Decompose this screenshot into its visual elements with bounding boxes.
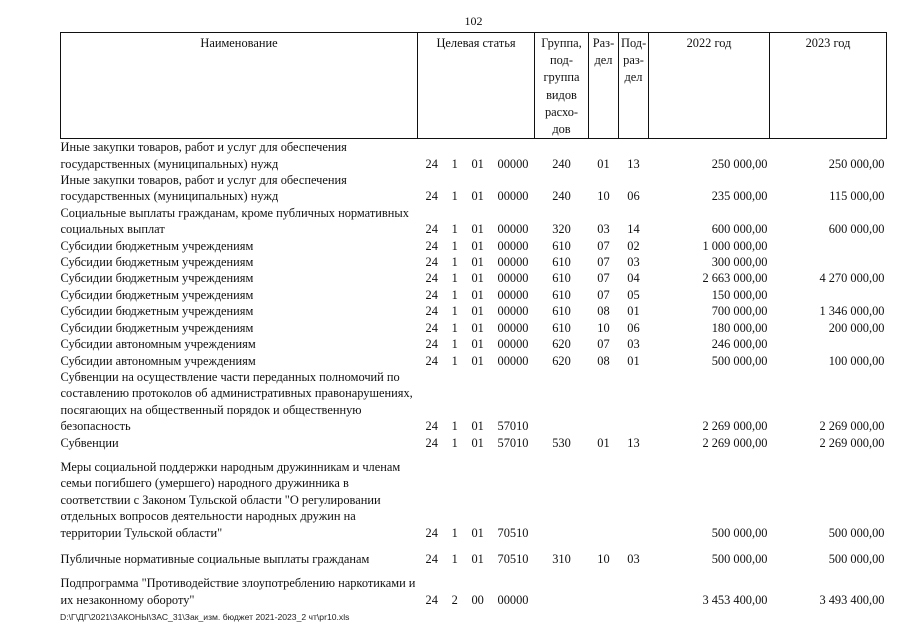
row-amount-2022: 1 000 000,00	[702, 238, 768, 253]
table-row	[61, 320, 887, 336]
row-group: 310	[552, 551, 571, 566]
target-code-part: 1	[451, 551, 458, 566]
row-group: 620	[552, 353, 571, 368]
row-amount-2023: 100 000,00	[828, 353, 885, 368]
row-amount-2023: 2 269 000,00	[819, 419, 885, 434]
row-section: 10	[597, 551, 610, 566]
target-code-part: 1	[451, 525, 458, 540]
row-target-code	[418, 287, 535, 303]
row-name: Субсидии бюджетным учреждениям	[60, 255, 254, 270]
table-row	[61, 353, 887, 369]
target-code-part: 24	[425, 271, 438, 286]
row-subsection: 13	[627, 435, 640, 450]
header-section: Раз- дел	[589, 33, 619, 139]
row-amount-2023: 250 000,00	[828, 156, 885, 171]
target-code-part: 01	[471, 222, 484, 237]
row-amount-2022: 250 000,00	[711, 156, 768, 171]
target-code-part: 00000	[497, 320, 529, 335]
target-code-part: 57010	[497, 435, 529, 450]
target-code-part: 24	[425, 525, 438, 540]
target-code-part: 1	[451, 304, 458, 319]
row-subsection	[619, 567, 649, 608]
target-code-part: 1	[451, 222, 458, 237]
table-row	[61, 205, 887, 238]
target-code-part: 70510	[497, 551, 529, 566]
table-row	[61, 287, 887, 303]
target-code-part: 1	[451, 271, 458, 286]
target-code-part: 1	[451, 189, 458, 204]
target-code-part: 01	[471, 238, 484, 253]
row-section: 07	[597, 238, 610, 253]
row-amount-2023: 115 000,00	[829, 189, 885, 204]
row-name: Иные закупки товаров, работ и услуг для обеспечения государственных (муниципальных) нужд	[60, 173, 347, 204]
target-code-part: 00000	[497, 238, 529, 253]
row-group: 610	[552, 238, 571, 253]
target-code-part: 24	[425, 435, 438, 450]
target-code-part: 24	[425, 238, 438, 253]
row-section: 03	[597, 222, 610, 237]
target-code-part: 1	[451, 255, 458, 270]
row-group: 530	[552, 435, 571, 450]
target-code-part: 1	[451, 238, 458, 253]
row-section: 08	[597, 304, 610, 319]
target-code-part: 24	[425, 304, 438, 319]
row-amount-2023	[770, 287, 887, 303]
row-amount-2023: 2 269 000,00	[819, 435, 885, 450]
row-group: 610	[552, 320, 571, 335]
row-amount-2023: 500 000,00	[828, 551, 885, 566]
target-code-part: 1	[451, 156, 458, 171]
row-target-code	[418, 238, 535, 254]
header-row	[61, 33, 887, 139]
row-target-code	[418, 567, 535, 608]
row-amount-2023: 1 346 000,00	[819, 304, 885, 319]
header-name: Наименование	[61, 33, 418, 139]
row-amount-2022: 2 269 000,00	[702, 435, 768, 450]
target-code-part: 24	[425, 255, 438, 270]
target-code-part: 00000	[497, 304, 529, 319]
row-subsection: 03	[627, 551, 640, 566]
target-code-part: 01	[471, 304, 484, 319]
row-amount-2022: 500 000,00	[711, 525, 768, 540]
row-amount-2022: 500 000,00	[711, 353, 768, 368]
header-2022: 2022 год	[649, 33, 770, 139]
target-code-part: 1	[451, 320, 458, 335]
table-row	[61, 303, 887, 319]
table-row	[61, 435, 887, 451]
row-amount-2023	[770, 254, 887, 270]
row-subsection: 06	[627, 189, 640, 204]
row-group: 320	[552, 222, 571, 237]
target-code-part: 24	[425, 592, 438, 607]
row-subsection: 13	[627, 156, 640, 171]
file-path-footer: D:\Г\ДГ\2021\ЗАКОНЫ\ЗАС_31\Зак_изм. бюджет 2021-2023_2 чт\pr10.xls	[60, 612, 350, 622]
row-section: 08	[597, 353, 610, 368]
row-target-code	[418, 139, 535, 172]
row-subsection: 05	[627, 287, 640, 302]
row-target-code	[418, 336, 535, 352]
row-name: Публичные нормативные социальные выплаты гражданам	[60, 551, 370, 566]
target-code-part: 24	[425, 222, 438, 237]
row-amount-2023: 3 493 400,00	[819, 592, 885, 607]
header-group: Группа, под- группа видов расхо- дов	[535, 33, 589, 139]
row-amount-2022: 600 000,00	[711, 222, 768, 237]
header-target: Целевая статья	[418, 33, 535, 139]
row-name: Субсидии бюджетным учреждениям	[60, 320, 254, 335]
target-code-part: 1	[451, 337, 458, 352]
target-code-part: 00000	[497, 222, 529, 237]
row-subsection: 03	[627, 255, 640, 270]
row-section	[589, 451, 619, 541]
row-name: Субсидии бюджетным учреждениям	[60, 287, 254, 302]
target-code-part: 1	[451, 287, 458, 302]
row-group: 610	[552, 271, 571, 286]
row-section: 07	[597, 287, 610, 302]
target-code-part: 01	[471, 353, 484, 368]
row-name: Социальные выплаты гражданам, кроме публичных нормативных социальных выплат	[60, 205, 409, 237]
row-group: 240	[552, 189, 571, 204]
target-code-part: 1	[451, 435, 458, 450]
row-amount-2022: 3 453 400,00	[702, 592, 768, 607]
target-code-part: 00000	[497, 337, 529, 352]
row-name: Субсидии бюджетным учреждениям	[60, 271, 254, 286]
row-subsection: 04	[627, 271, 640, 286]
target-code-part: 01	[471, 189, 484, 204]
target-code-part: 24	[425, 156, 438, 171]
target-code-part: 24	[425, 189, 438, 204]
table-body	[61, 139, 887, 608]
row-target-code	[418, 369, 535, 435]
target-code-part: 24	[425, 419, 438, 434]
row-subsection: 02	[627, 238, 640, 253]
row-amount-2022: 500 000,00	[711, 551, 768, 566]
row-amount-2022: 150 000,00	[711, 287, 768, 302]
row-amount-2022: 2 269 000,00	[702, 419, 768, 434]
target-code-part: 01	[471, 419, 484, 434]
table-row	[61, 139, 887, 172]
row-target-code	[418, 303, 535, 319]
target-code-part: 01	[471, 156, 484, 171]
row-name: Субсидии автономным учреждениям	[60, 353, 256, 368]
row-amount-2023: 600 000,00	[828, 222, 885, 237]
row-section	[589, 567, 619, 608]
target-code-part: 2	[451, 592, 458, 607]
row-target-code	[418, 320, 535, 336]
table-row	[61, 451, 887, 541]
row-amount-2023: 4 270 000,00	[819, 271, 885, 286]
target-code-part: 00000	[497, 189, 529, 204]
row-group	[535, 369, 589, 435]
row-amount-2022: 300 000,00	[711, 255, 768, 270]
target-code-part: 24	[425, 337, 438, 352]
row-name: Субсидии бюджетным учреждениям	[60, 304, 254, 319]
row-section: 07	[597, 255, 610, 270]
target-code-part: 70510	[497, 525, 529, 540]
header-subsection: Под- раз- дел	[619, 33, 649, 139]
row-group: 620	[552, 337, 571, 352]
target-code-part: 57010	[497, 419, 529, 434]
table-row	[61, 541, 887, 567]
row-amount-2022: 180 000,00	[711, 320, 768, 335]
row-name: Субсидии автономным учреждениям	[60, 337, 256, 352]
row-subsection: 06	[627, 320, 640, 335]
header-2023: 2023 год	[770, 33, 887, 139]
target-code-part: 01	[471, 337, 484, 352]
table-row	[61, 270, 887, 286]
row-subsection: 01	[627, 353, 640, 368]
row-name: Подпрограмма "Противодействие злоупотреблению наркотиками и их незаконному обороту"	[60, 576, 416, 607]
table-row	[61, 172, 887, 205]
row-target-code	[418, 270, 535, 286]
row-amount-2023: 500 000,00	[828, 525, 885, 540]
row-group: 610	[552, 304, 571, 319]
page-number: 102	[464, 14, 483, 28]
target-code-part: 00000	[497, 592, 529, 607]
target-code-part: 01	[471, 525, 484, 540]
target-code-part: 1	[451, 419, 458, 434]
row-amount-2023	[770, 238, 887, 254]
row-target-code	[418, 541, 535, 567]
target-code-part: 01	[471, 255, 484, 270]
target-code-part: 1	[451, 353, 458, 368]
row-group: 610	[552, 287, 571, 302]
table-row	[61, 254, 887, 270]
target-code-part: 01	[471, 271, 484, 286]
target-code-part: 00000	[497, 287, 529, 302]
row-section: 07	[597, 271, 610, 286]
row-name: Субвенции	[60, 435, 119, 450]
row-amount-2023	[770, 336, 887, 352]
row-amount-2023: 200 000,00	[828, 320, 885, 335]
row-target-code	[418, 205, 535, 238]
row-name: Субсидии бюджетным учреждениям	[60, 238, 254, 253]
row-target-code	[418, 172, 535, 205]
row-name: Субвенции на осуществление части переданных полномочий по составлению протоколов об административных правонарушениях, посягающих на общественный порядок и общественную безопасность	[60, 369, 413, 434]
row-subsection: 03	[627, 337, 640, 352]
target-code-part: 24	[425, 320, 438, 335]
row-section: 10	[597, 320, 610, 335]
row-section: 01	[597, 435, 610, 450]
table-row	[61, 238, 887, 254]
row-name: Иные закупки товаров, работ и услуг для обеспечения государственных (муниципальных) нужд	[60, 140, 347, 171]
target-code-part: 01	[471, 551, 484, 566]
row-group	[535, 567, 589, 608]
target-code-part: 24	[425, 353, 438, 368]
target-code-part: 00000	[497, 156, 529, 171]
row-subsection	[619, 369, 649, 435]
target-code-part: 01	[471, 320, 484, 335]
row-group: 610	[552, 255, 571, 270]
row-name: Меры социальной поддержки народным дружинникам и членам семьи погибшего (умершего) народного дружинника в соответствии с Законом Тульской области "О регулировании отдельных вопросов деятельности народных дружин на территории Тульской области"	[60, 459, 401, 540]
target-code-part: 00	[471, 592, 484, 607]
target-code-part: 00000	[497, 255, 529, 270]
row-target-code	[418, 353, 535, 369]
row-section	[589, 369, 619, 435]
row-subsection: 14	[627, 222, 640, 237]
row-group	[535, 451, 589, 541]
row-section: 07	[597, 337, 610, 352]
table-row	[61, 567, 887, 608]
target-code-part: 01	[471, 287, 484, 302]
target-code-part: 24	[425, 287, 438, 302]
budget-table	[60, 32, 887, 608]
table-row	[61, 369, 887, 435]
target-code-part: 00000	[497, 271, 529, 286]
row-subsection: 01	[627, 304, 640, 319]
target-code-part: 01	[471, 435, 484, 450]
row-amount-2022: 2 663 000,00	[702, 271, 768, 286]
row-target-code	[418, 451, 535, 541]
row-amount-2022: 246 000,00	[711, 337, 768, 352]
row-group: 240	[552, 156, 571, 171]
target-code-part: 00000	[497, 353, 529, 368]
target-code-part: 24	[425, 551, 438, 566]
table-row	[61, 336, 887, 352]
row-target-code	[418, 435, 535, 451]
row-section: 01	[597, 156, 610, 171]
row-subsection	[619, 451, 649, 541]
row-target-code	[418, 254, 535, 270]
row-amount-2022: 700 000,00	[711, 304, 768, 319]
row-amount-2022: 235 000,00	[711, 189, 768, 204]
row-section: 10	[597, 189, 610, 204]
